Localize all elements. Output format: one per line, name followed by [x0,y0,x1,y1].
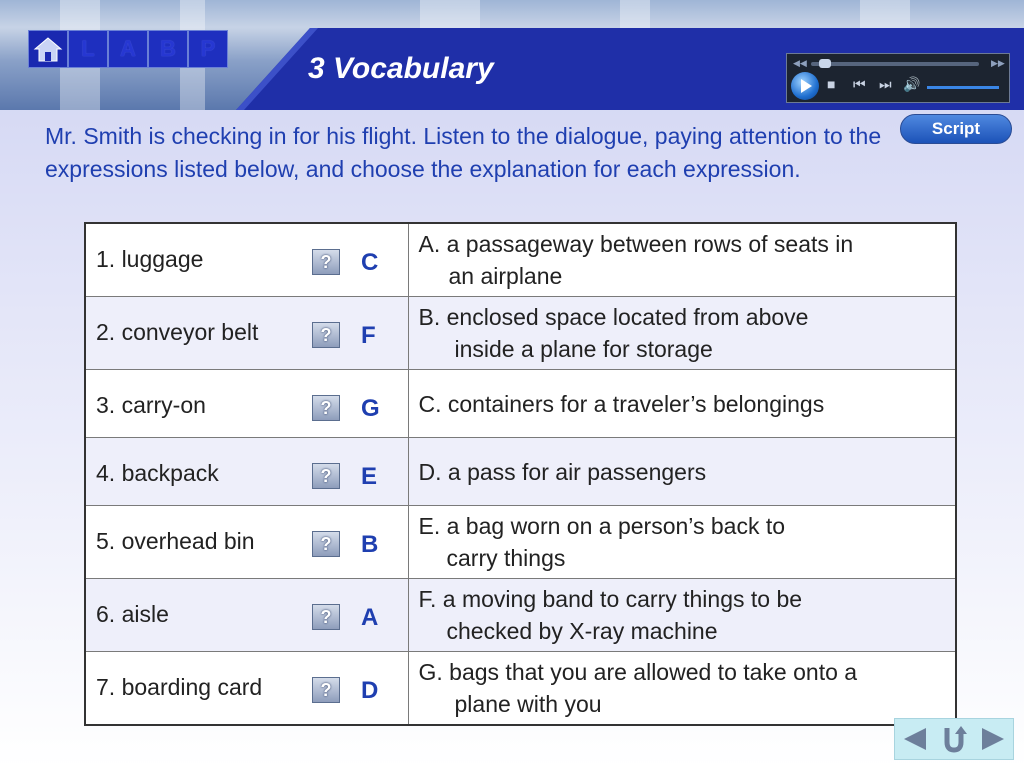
definition-continuation: an airplane [448,263,563,289]
nav-button-a[interactable]: A [108,30,148,68]
hint-button[interactable]: ? [312,249,340,275]
definition-cell [408,370,956,438]
term-cell [85,370,408,438]
table-row [85,579,956,652]
definition-text: F. a moving band to carry things to be [418,586,803,612]
play-button[interactable] [791,72,819,100]
definition-continuation: checked by X-ray machine [446,618,718,644]
lesson-nav [28,30,228,68]
definition-cell [408,297,956,370]
nav-button-l[interactable]: L [68,30,108,68]
hint-button[interactable]: ? [312,531,340,557]
stop-icon[interactable]: ■ [827,76,836,92]
definition-continuation: carry things [446,545,566,571]
definition-cell [408,579,956,652]
hint-button[interactable]: ? [312,463,340,489]
vocabulary-term: 1. luggage [96,246,204,272]
vocabulary-term: 7. boarding card [96,674,263,700]
vocabulary-term: 6. aisle [96,601,169,627]
answer-letter: F [361,322,376,349]
definition-cell [408,652,956,726]
term-cell [85,223,408,297]
return-icon[interactable] [939,724,969,754]
definition-text: E. a bag worn on a person’s back to [418,513,786,539]
hint-button[interactable]: ? [312,395,340,421]
page-title: 3 Vocabulary [308,52,494,85]
volume-slider[interactable] [927,86,999,89]
vocabulary-table [84,222,957,726]
table-row [85,370,956,438]
previous-icon[interactable]: ⏮ [853,76,866,92]
answer-letter: A [361,604,379,631]
audio-player [786,53,1010,103]
term-cell [85,297,408,370]
arrow-left-icon[interactable] [900,724,930,754]
fast-forward-icon[interactable]: ▶▶ [991,58,1005,68]
seek-thumb[interactable] [819,59,831,68]
vocabulary-term: 3. carry-on [96,392,206,418]
hint-button[interactable]: ? [312,604,340,630]
vocabulary-term: 5. overhead bin [96,528,255,554]
hint-button[interactable]: ? [312,677,340,703]
script-button[interactable]: Script [900,114,1012,144]
answer-letter: E [361,463,378,490]
next-track-icon[interactable]: ⏭ [879,76,892,92]
table-row [85,438,956,506]
vocabulary-term: 2. conveyor belt [96,319,259,345]
term-cell [85,652,408,726]
play-icon [791,72,819,100]
definition-text: G. bags that you are allowed to take onto a [418,659,858,685]
table-row [85,223,956,297]
definition-cell [408,506,956,579]
term-cell [85,579,408,652]
home-button[interactable] [28,30,68,68]
seek-track[interactable] [811,62,979,66]
term-cell [85,438,408,506]
instructions-text: Mr. Smith is checking in for his flight. Listen to the dialogue, paying attention to the expressions listed below, and choose the explanation for each expression. [45,123,882,182]
definition-cell [408,438,956,506]
definition-text: C. containers for a traveler’s belongings [418,390,825,417]
table-row [85,652,956,726]
table-row [85,297,956,370]
definition-text: B. enclosed space located from above [418,304,809,330]
answer-letter: G [361,395,380,422]
hint-button[interactable]: ? [312,322,340,348]
definition-continuation: plane with you [454,691,602,717]
term-cell [85,506,408,579]
nav-button-p[interactable]: P [188,30,228,68]
slide-nav [894,718,1014,760]
answer-letter: C [361,249,379,276]
answer-letter: D [361,677,379,704]
rewind-icon[interactable]: ◀◀ [793,58,807,68]
table-row [85,506,956,579]
definition-continuation: inside a plane for storage [454,336,713,362]
nav-button-b[interactable]: B [148,30,188,68]
definition-cell [408,223,956,297]
volume-icon[interactable]: 🔊 [903,76,921,92]
definition-text: A. a passageway between rows of seats in [418,231,854,257]
arrow-right-icon[interactable] [978,724,1008,754]
vocabulary-term: 4. backpack [96,460,219,486]
home-icon [33,35,63,63]
answer-letter: B [361,531,379,558]
definition-text: D. a pass for air passengers [418,458,707,485]
